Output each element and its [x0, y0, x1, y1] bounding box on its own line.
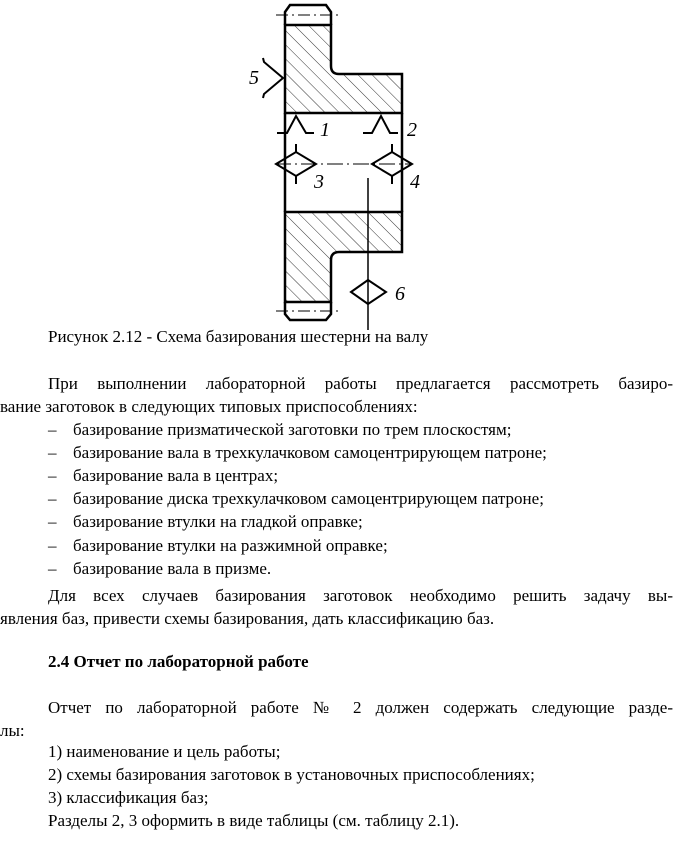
- bullet-marker: –: [48, 489, 57, 508]
- label-1: 1: [320, 119, 330, 141]
- closing-text: Разделы 2, 3 оформить в виде таблицы (см. таблицу 2.1).: [48, 811, 460, 830]
- list-item: базирование призматической заготовки по трем плоскостям;: [73, 420, 512, 439]
- paragraph-line: Отчет по лабораторной работе № 2 должен содержать следующие разде-: [48, 698, 673, 717]
- bullet-marker: –: [48, 420, 57, 439]
- label-5: 5: [249, 67, 259, 89]
- list-item: базирование втулки на гладкой оправке;: [73, 512, 363, 531]
- list-item: базирование диска трехкулачковом самоцентрирующем патроне;: [73, 489, 544, 508]
- paragraph-line: При выполнении лабораторной работы предлагается рассмотреть базиро-: [48, 374, 673, 393]
- bullet-marker: –: [48, 559, 57, 578]
- label-3: 3: [314, 171, 324, 193]
- bullet-marker: –: [48, 512, 57, 531]
- list-item: базирование вала в трехкулачковом самоцентрирующем патроне;: [73, 443, 547, 462]
- label-2: 2: [407, 119, 417, 141]
- label-6: 6: [395, 283, 405, 305]
- bullet-marker: –: [48, 443, 57, 462]
- support-1-icon: [277, 116, 314, 133]
- paragraph-line: вание заготовок в следующих типовых приспособлениях:: [0, 397, 418, 416]
- gear-section: [285, 5, 402, 320]
- paragraph-line: лы:: [0, 721, 25, 740]
- gear-basing-diagram: [0, 0, 692, 330]
- list-item: базирование вала в призме.: [73, 559, 272, 578]
- list-item: 3) классификация баз;: [48, 788, 209, 807]
- support-5-icon: [263, 58, 283, 98]
- figure-caption: Рисунок 2.12 - Схема базирования шестерни на валу: [48, 327, 429, 346]
- list-item: 2) схемы базирования заготовок в установочных приспособлениях;: [48, 765, 535, 784]
- support-2-icon: [363, 116, 398, 133]
- label-4: 4: [410, 171, 420, 193]
- bullet-marker: –: [48, 466, 57, 485]
- list-item: базирование вала в центрах;: [73, 466, 279, 485]
- list-item: базирование втулки на разжимной оправке;: [73, 536, 388, 555]
- paragraph-line: Для всех случаев базирования заготовок необходимо решить задачу вы-: [48, 586, 673, 605]
- bullet-marker: –: [48, 536, 57, 555]
- list-item: 1) наименование и цель работы;: [48, 742, 281, 761]
- section-heading: 2.4 Отчет по лабораторной работе: [48, 652, 309, 671]
- paragraph-line: явления баз, привести схемы базирования, дать классификацию баз.: [0, 609, 495, 628]
